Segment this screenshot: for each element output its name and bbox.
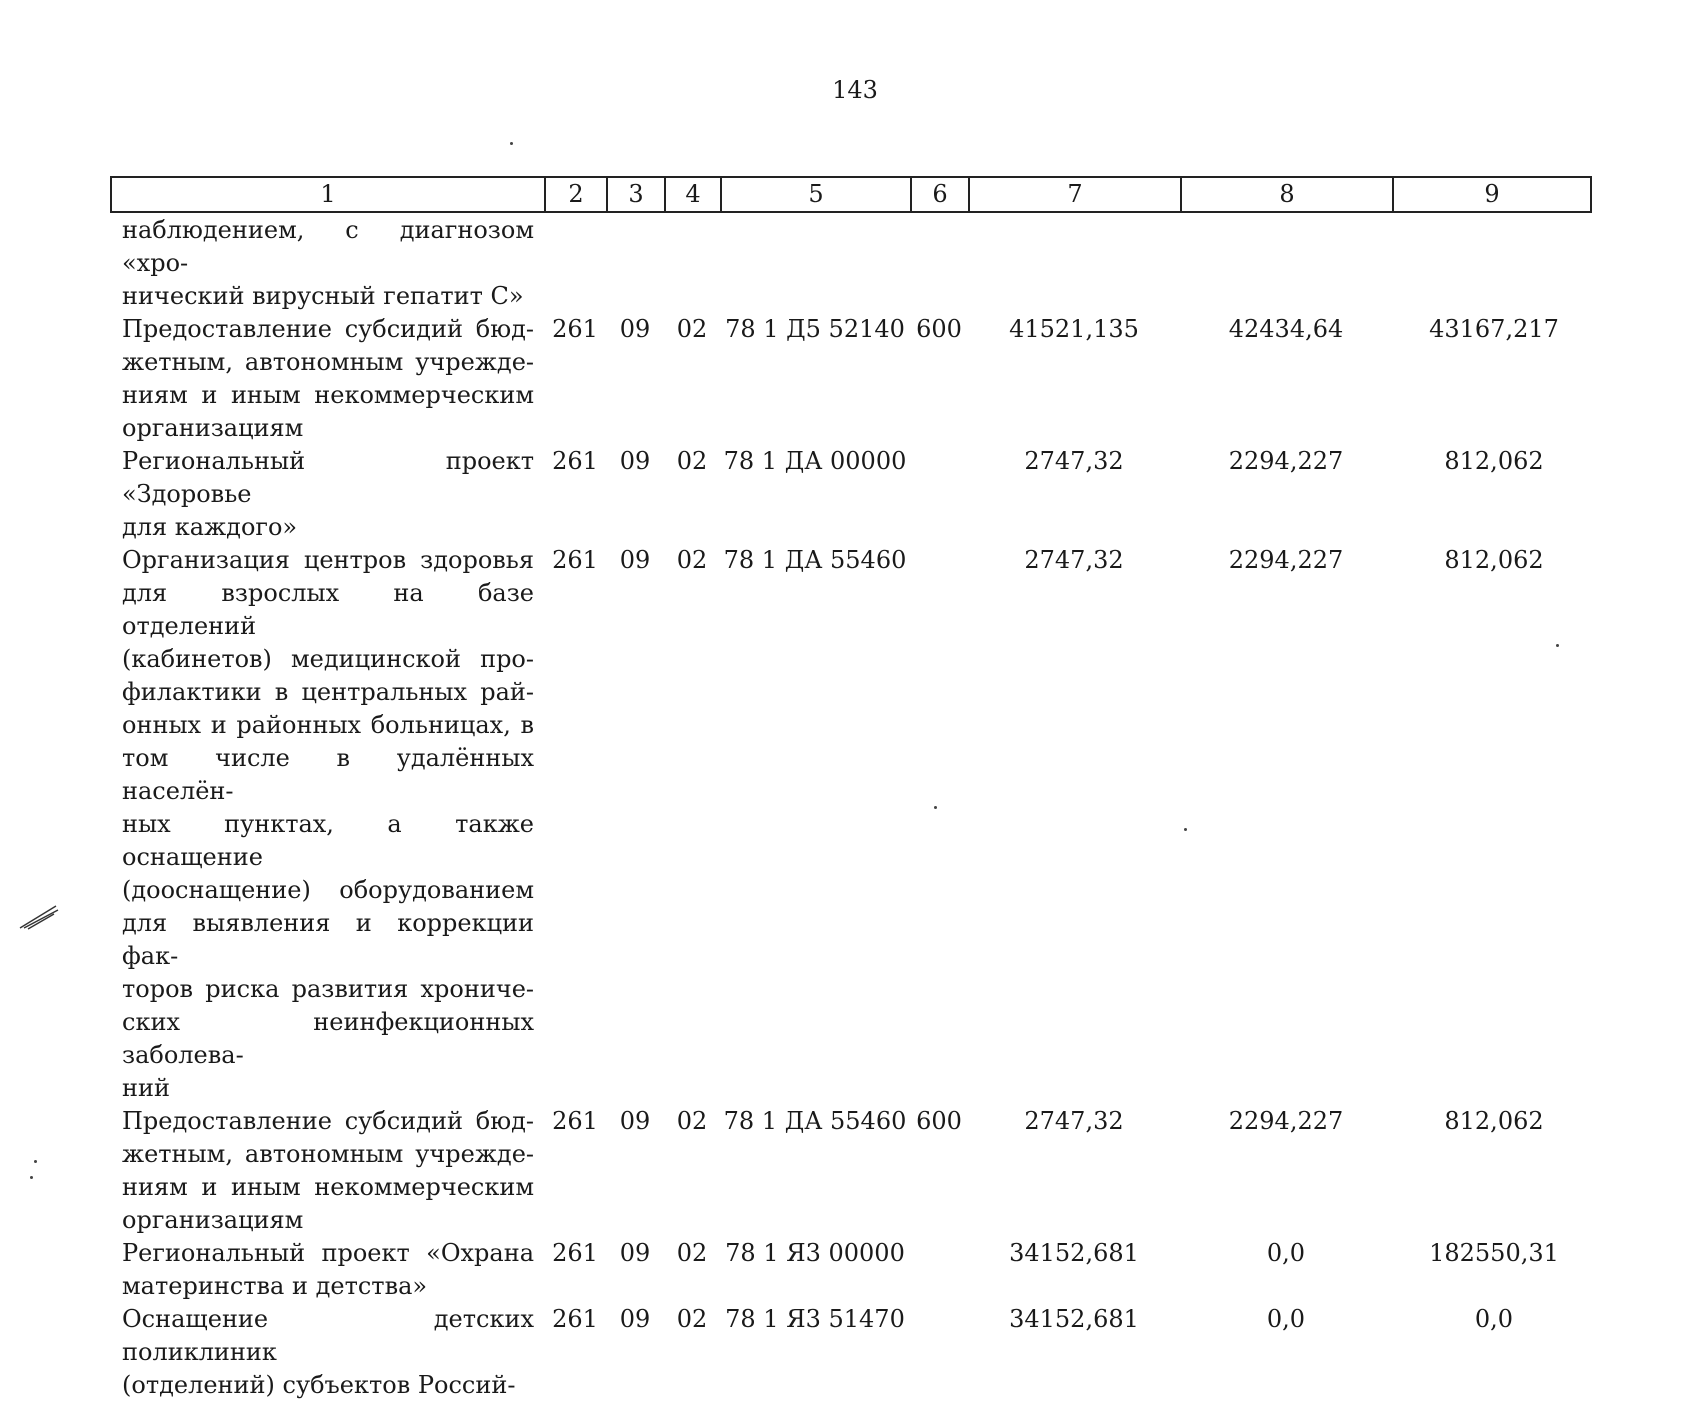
- cell-column-3: 09: [619, 1305, 651, 1333]
- cell-column-5: 78 1 ДА 55460: [723, 1107, 907, 1135]
- column-header-3: 3: [607, 177, 665, 212]
- table-row: [110, 313, 1590, 445]
- cell-column-5: 78 1 ДА 55460: [723, 546, 907, 574]
- cell-column-3: 09: [619, 1107, 651, 1135]
- description-line: для каждого»: [122, 513, 298, 541]
- description-line: ниям и иным некоммерческим: [122, 381, 534, 409]
- description-line: (кабинетов) медицинской про-: [122, 645, 534, 673]
- description-line: наблюдением, с диагнозом «хро-: [122, 216, 534, 277]
- cell-column-5: 78 1 ДА 00000: [723, 447, 907, 475]
- row-description: [110, 1303, 534, 1402]
- margin-mark: [18, 902, 60, 932]
- cell-column-3: 09: [619, 315, 651, 343]
- table-body: [110, 214, 1590, 1402]
- description-line: ниям и иным некоммерческим: [122, 1173, 534, 1201]
- description-line: филактики в центральных рай-: [122, 678, 534, 706]
- table-row: [110, 1303, 1590, 1402]
- column-header-4: 4: [665, 177, 721, 212]
- cell-column-4: 02: [676, 315, 708, 343]
- description-line: для взрослых на базе отделений: [122, 579, 534, 640]
- description-line: нический вирусный гепатит С»: [122, 282, 524, 310]
- description-line: Предоставление субсидий бюд-: [122, 315, 534, 343]
- cell-column-2: 261: [552, 447, 598, 475]
- scan-speck: [510, 142, 513, 145]
- cell-column-8: 42434,64: [1228, 315, 1344, 343]
- description-line: Оснащение детских поликлиник: [122, 1305, 534, 1366]
- row-description: [110, 1237, 534, 1303]
- column-header-1: 1: [111, 177, 545, 212]
- cell-column-3: 09: [619, 1239, 651, 1267]
- column-header-9: 9: [1393, 177, 1591, 212]
- row-description: [110, 445, 534, 544]
- cell-column-9: 812,062: [1444, 1107, 1544, 1135]
- cell-column-3: 09: [619, 546, 651, 574]
- description-line: торов риска развития хрониче-: [122, 975, 534, 1003]
- scan-speck: [34, 1160, 37, 1163]
- cell-column-6: 600: [916, 1107, 962, 1135]
- cell-column-9: 182550,31: [1429, 1239, 1559, 1267]
- cell-column-2: 261: [552, 1107, 598, 1135]
- cell-column-2: 261: [552, 1239, 598, 1267]
- cell-column-7: 34152,681: [1009, 1305, 1139, 1333]
- cell-column-2: 261: [552, 315, 598, 343]
- cell-column-5: 78 1 Д5 52140: [725, 315, 905, 343]
- table-row: [110, 1237, 1590, 1303]
- table-row: [110, 214, 1590, 313]
- description-line: ний: [122, 1074, 170, 1102]
- description-line: организациям: [122, 1206, 304, 1234]
- row-description: [110, 544, 534, 1105]
- cell-column-8: 0,0: [1266, 1239, 1306, 1267]
- description-line: Организация центров здоровья: [122, 546, 534, 574]
- description-line: жетным, автономным учрежде-: [122, 1140, 534, 1168]
- cell-column-7: 2747,32: [1024, 1107, 1124, 1135]
- row-description: [110, 1105, 534, 1237]
- table-row: [110, 544, 1590, 1105]
- cell-column-7: 2747,32: [1024, 546, 1124, 574]
- page-number: 143: [832, 76, 878, 104]
- cell-column-4: 02: [676, 447, 708, 475]
- description-line: материнства и детства»: [122, 1272, 428, 1300]
- column-header-5: 5: [721, 177, 911, 212]
- row-description: [110, 214, 534, 313]
- scan-speck: [1556, 644, 1559, 647]
- description-line: (отделений) субъектов Россий-: [122, 1371, 516, 1399]
- description-line: онных и районных больницах, в: [122, 711, 534, 739]
- cell-column-9: 812,062: [1444, 546, 1544, 574]
- description-line: том числе в удалённых населён-: [122, 744, 534, 805]
- description-line: ных пунктах, а также оснащение: [122, 810, 534, 871]
- cell-column-5: 78 1 Я3 51470: [725, 1305, 905, 1333]
- cell-column-6: 600: [916, 315, 962, 343]
- description-line: организациям: [122, 414, 304, 442]
- cell-column-9: 0,0: [1474, 1305, 1514, 1333]
- column-header-row: [110, 176, 1592, 213]
- cell-column-7: 2747,32: [1024, 447, 1124, 475]
- column-header-6: 6: [911, 177, 969, 212]
- row-description: [110, 313, 534, 445]
- cell-column-8: 0,0: [1266, 1305, 1306, 1333]
- cell-column-9: 812,062: [1444, 447, 1544, 475]
- cell-column-8: 2294,227: [1228, 546, 1344, 574]
- cell-column-4: 02: [676, 546, 708, 574]
- cell-column-7: 34152,681: [1009, 1239, 1139, 1267]
- cell-column-4: 02: [676, 1107, 708, 1135]
- description-line: ских неинфекционных заболева-: [122, 1008, 534, 1069]
- cell-column-9: 43167,217: [1429, 315, 1559, 343]
- description-line: Предоставление субсидий бюд-: [122, 1107, 534, 1135]
- description-line: жетным, автономным учрежде-: [122, 348, 534, 376]
- scan-speck: [30, 1176, 33, 1179]
- scan-speck: [1184, 828, 1187, 831]
- scan-speck: [934, 806, 937, 809]
- description-line: для выявления и коррекции фак-: [122, 909, 534, 970]
- cell-column-8: 2294,227: [1228, 1107, 1344, 1135]
- table-row: [110, 1105, 1590, 1237]
- column-header-8: 8: [1181, 177, 1393, 212]
- description-line: Региональный проект «Охрана: [122, 1239, 534, 1267]
- description-line: (дооснащение) оборудованием: [122, 876, 534, 904]
- column-header-2: 2: [545, 177, 607, 212]
- table-row: [110, 445, 1590, 544]
- cell-column-3: 09: [619, 447, 651, 475]
- cell-column-5: 78 1 Я3 00000: [725, 1239, 905, 1267]
- description-line: Региональный проект «Здоровье: [122, 447, 534, 508]
- cell-column-4: 02: [676, 1305, 708, 1333]
- column-header-7: 7: [969, 177, 1181, 212]
- cell-column-8: 2294,227: [1228, 447, 1344, 475]
- cell-column-7: 41521,135: [1009, 315, 1139, 343]
- cell-column-2: 261: [552, 546, 598, 574]
- cell-column-2: 261: [552, 1305, 598, 1333]
- cell-column-4: 02: [676, 1239, 708, 1267]
